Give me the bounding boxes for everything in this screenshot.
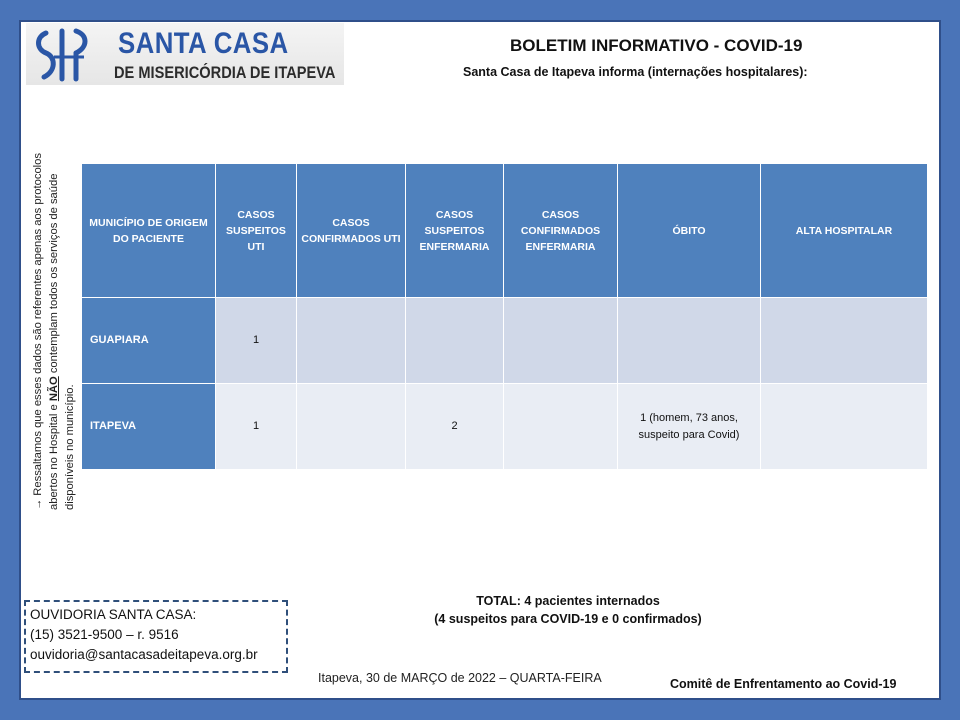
header-alta-hospitalar: ALTA HOSPITALAR bbox=[761, 164, 928, 298]
ouvidoria-email: ouvidoria@santacasadeitapeva.org.br bbox=[30, 647, 258, 662]
cell-municipio: GUAPIARA bbox=[82, 298, 216, 384]
table-row bbox=[82, 384, 928, 470]
bulletin-date: Itapeva, 30 de MARÇO de 2022 – QUARTA-FEIRA bbox=[318, 671, 602, 685]
header-suspeitos-uti: CASOS SUSPEITOS UTI bbox=[216, 164, 297, 298]
header-suspeitos-enfermaria: CASOS SUSPEITOS ENFERMARIA bbox=[406, 164, 504, 298]
cell-confirmados-enfermaria bbox=[504, 384, 618, 470]
ouvidoria-name: OUVIDORIA SANTA CASA: bbox=[30, 607, 197, 622]
santa-casa-logo bbox=[26, 23, 344, 85]
page-subtitle: Santa Casa de Itapeva informa (internações hospitalares): bbox=[463, 65, 808, 79]
header-obito: ÓBITO bbox=[618, 164, 761, 298]
cell-confirmados-enfermaria bbox=[504, 298, 618, 384]
header-municipio: MUNICÍPIO DE ORIGEM DO PACIENTE bbox=[82, 164, 216, 298]
ouvidoria-contact-box bbox=[24, 600, 288, 673]
ouvidoria-phone: (15) 3521-9500 – r. 9516 bbox=[30, 627, 179, 642]
cell-alta-hospitalar bbox=[761, 298, 928, 384]
cell-confirmados-uti bbox=[297, 298, 406, 384]
santa-casa-emblem-icon bbox=[32, 27, 94, 83]
committee-signature: Comitê de Enfrentamento ao Covid-19 bbox=[670, 677, 897, 691]
table-header-row bbox=[82, 164, 928, 298]
table-row bbox=[82, 298, 928, 384]
cell-obito: 1 (homem, 73 anos, suspeito para Covid) bbox=[618, 384, 761, 470]
logo-line-2: DE MISERICÓRDIA DE ITAPEVA bbox=[114, 63, 336, 82]
page-title: BOLETIM INFORMATIVO - COVID-19 bbox=[510, 36, 803, 55]
total-line-2: (4 suspeitos para COVID-19 e 0 confirmados) bbox=[434, 612, 702, 626]
disclaimer-emphasis: NÃO bbox=[48, 376, 60, 402]
cell-municipio: ITAPEVA bbox=[82, 384, 216, 470]
disclaimer-text-part1: Ressaltamos que esses dados são referentes apenas aos protocolos abertos no Hospital e bbox=[32, 153, 60, 510]
cell-obito bbox=[618, 298, 761, 384]
arrow-icon: → bbox=[32, 498, 44, 510]
logo-line-1: SANTA CASA bbox=[118, 27, 289, 60]
header-confirmados-uti: CASOS CONFIRMADOS UTI bbox=[297, 164, 406, 298]
cell-confirmados-uti bbox=[297, 384, 406, 470]
total-summary bbox=[400, 592, 736, 628]
header-confirmados-enfermaria: CASOS CONFIRMADOS ENFERMARIA bbox=[504, 164, 618, 298]
cell-suspeitos-uti: 1 bbox=[216, 298, 297, 384]
disclaimer-text-part2: contemplam todos os serviços de saúde disponíveis no município. bbox=[48, 173, 76, 510]
cell-suspeitos-uti: 1 bbox=[216, 384, 297, 470]
total-line-1: TOTAL: 4 pacientes internados bbox=[476, 594, 660, 608]
hospitalization-table bbox=[81, 163, 928, 470]
cell-suspeitos-enfermaria bbox=[406, 298, 504, 384]
cell-suspeitos-enfermaria: 2 bbox=[406, 384, 504, 470]
cell-alta-hospitalar bbox=[761, 384, 928, 470]
